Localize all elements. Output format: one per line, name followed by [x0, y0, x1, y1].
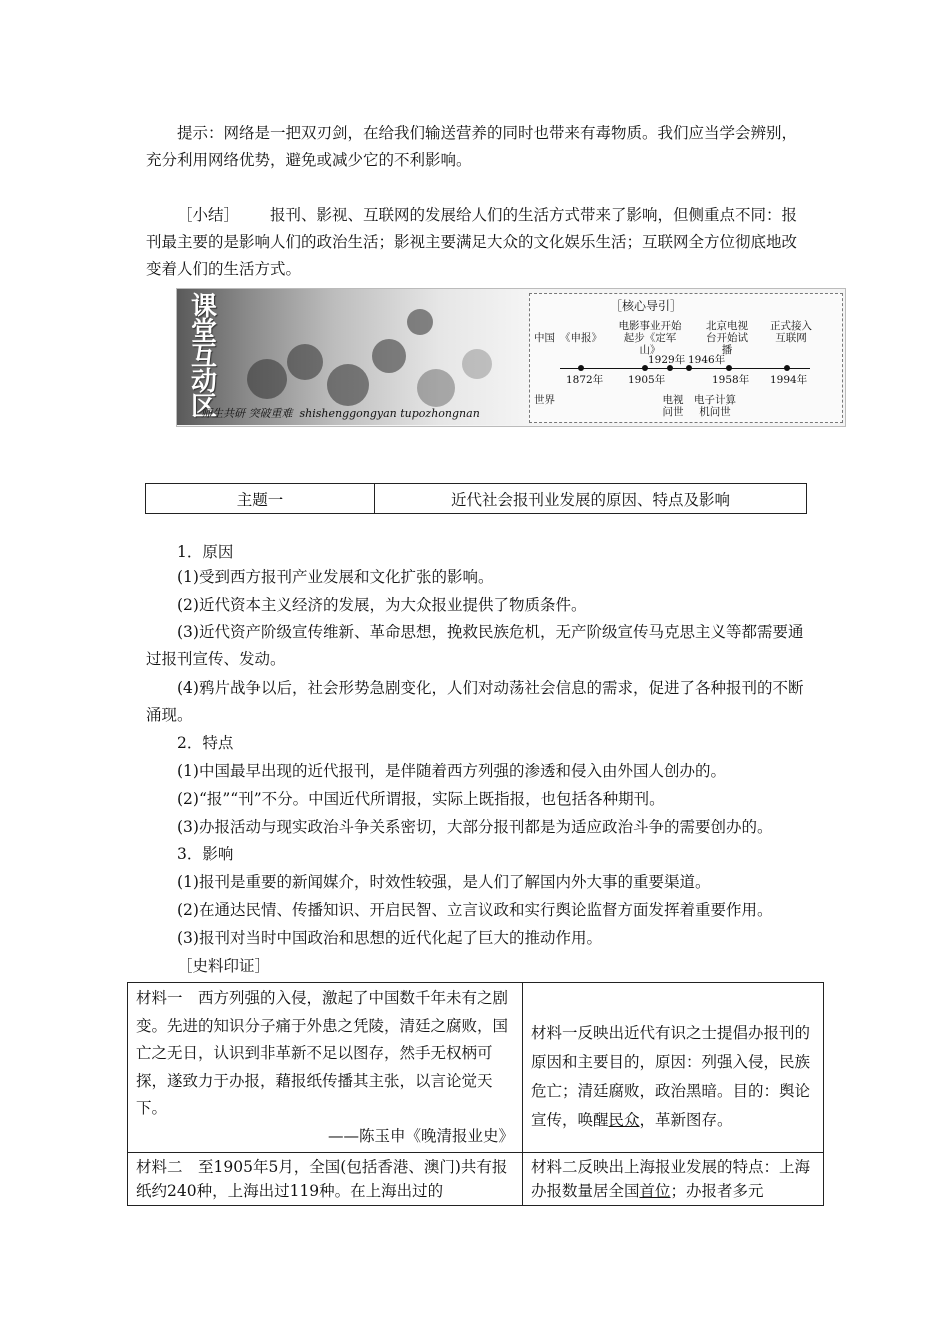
material-2-analysis: 材料二反映出上海报业发展的特点：上海办报数量居全国首位；办报者多元: [523, 1153, 824, 1206]
banner-subtitle: 师生共研 突破重难 shishenggongyan tupozhongnan: [201, 407, 480, 420]
year-1994: 1994年: [770, 374, 808, 386]
material-1-analysis: 材料一反映出近代有识之士提倡办报刊的原因和主要目的，原因：列强入侵，民族危亡；清廷腐败，政治黑暗。目的：舆论宣传，唤醒民众，革新图存。: [523, 983, 824, 1153]
timeline-china-label: 中国: [534, 332, 555, 344]
year-1958: 1958年: [712, 374, 750, 386]
topic-title: 近代社会报刊业发展的原因、特点及影响: [375, 484, 807, 514]
table-row: [128, 983, 824, 1153]
summary-label: ［小结］: [177, 206, 240, 224]
topic-table: [145, 483, 807, 514]
year-1872: 1872年: [566, 374, 604, 386]
list-item: (2)在通达民情、传播知识、开启民智、立言议政和实行舆论监督方面发挥着重要作用。: [177, 901, 773, 919]
timeline-dot: [726, 365, 732, 371]
section-heading: 2．特点: [177, 734, 234, 752]
core-guide-timeline: [529, 293, 843, 423]
material-2-text: 材料二 至1905年5月，全国(包括香港、澳门)共有报纸约240种，上海出过119种。在上海出过的: [128, 1153, 523, 1206]
timeline-dot: [784, 365, 790, 371]
event-beijing-tv: 北京电视台开始试播: [706, 320, 748, 356]
topic-label: 主题一: [146, 484, 375, 514]
section-heading: 1．原因: [177, 543, 234, 561]
list-item: (1)受到西方报刊产业发展和文化扩张的影响。: [177, 568, 494, 586]
summary-paragraph: [146, 202, 806, 283]
list-item: (1)报刊是重要的新闻媒介，时效性较强，是人们了解国内外大事的重要渠道。: [177, 873, 711, 891]
table-row: [128, 1153, 824, 1206]
list-item: (3)近代资产阶级宣传维新、革命思想，挽救民族危机，无产阶级宣传马克思主义等都需要通过报刊宣传、发动。: [146, 623, 804, 668]
list-item: (2)近代资本主义经济的发展，为大众报业提供了物质条件。: [177, 596, 587, 614]
event-shenbao: 《申报》: [560, 332, 602, 344]
year-1929: 1929年: [648, 354, 686, 366]
summary-text: 报刊、影视、互联网的发展给人们的生活方式带来了影响，但侧重点不同：报刊最主要的是影响人们的政治生活；影视主要满足大众的文化娱乐生活；互联网全方位彻底地改变着人们的生活方式。: [146, 206, 798, 278]
list-item: (3)报刊对当时中国政治和思想的近代化起了巨大的推动作用。: [177, 929, 602, 947]
hint-paragraph: 提示：网络是一把双刃剑，在给我们输送营养的同时也带来有毒物质。我们应当学会辨别，充分利用网络优势，避免或减少它的不利影响。: [146, 124, 798, 169]
materials-table: [127, 982, 824, 1206]
material-1-source: ——陈玉申《晚清报业史》: [327, 1126, 514, 1145]
timeline-axis: [560, 368, 810, 369]
timeline-world-label: 世界: [534, 394, 555, 406]
year-1905: 1905年: [628, 374, 666, 386]
event-computer-invented: 电子计算机问世: [694, 394, 736, 418]
event-film: 电影事业开始起步《定军山》: [618, 320, 682, 356]
year-1946: 1946年: [688, 354, 726, 366]
event-internet: 正式接入互联网: [770, 320, 812, 344]
event-tv-invented: 电视问世: [662, 394, 684, 418]
section-heading: 3．影响: [177, 845, 234, 863]
list-item: (2)“报”“刊”不分。中国近代所谓报，实际上既指报，也包括各种期刊。: [177, 790, 665, 808]
classroom-banner: [176, 288, 846, 427]
material-1-text: 材料一 西方列强的入侵，激起了中国数千年未有之剧变。先进的知识分子痛于外患之凭陵，清廷之腐败，国亡之无日，认识到非革新不足以图存，然手无权柄可探，遂致力于办报，藉报纸传播其主张，以言论觉天下。 ——陈玉申《晚清报业史》: [128, 983, 523, 1153]
timeline-dot: [578, 365, 584, 371]
evidence-label: ［史料印证］: [177, 957, 271, 975]
banner-title: 课堂互动区: [191, 292, 218, 422]
guide-label: ［核心导引］: [610, 299, 683, 313]
list-item: (1)中国最早出现的近代报刊，是伴随着西方列强的渗透和侵入由外国人创办的。: [177, 762, 726, 780]
list-item: (4)鸦片战争以后，社会形势急剧变化，人们对动荡社会信息的需求，促进了各种报刊的不断涌现。: [146, 679, 804, 724]
list-item: (3)办报活动与现实政治斗争关系密切，大部分报刊都是为适应政治斗争的需要创办的。: [177, 818, 773, 836]
